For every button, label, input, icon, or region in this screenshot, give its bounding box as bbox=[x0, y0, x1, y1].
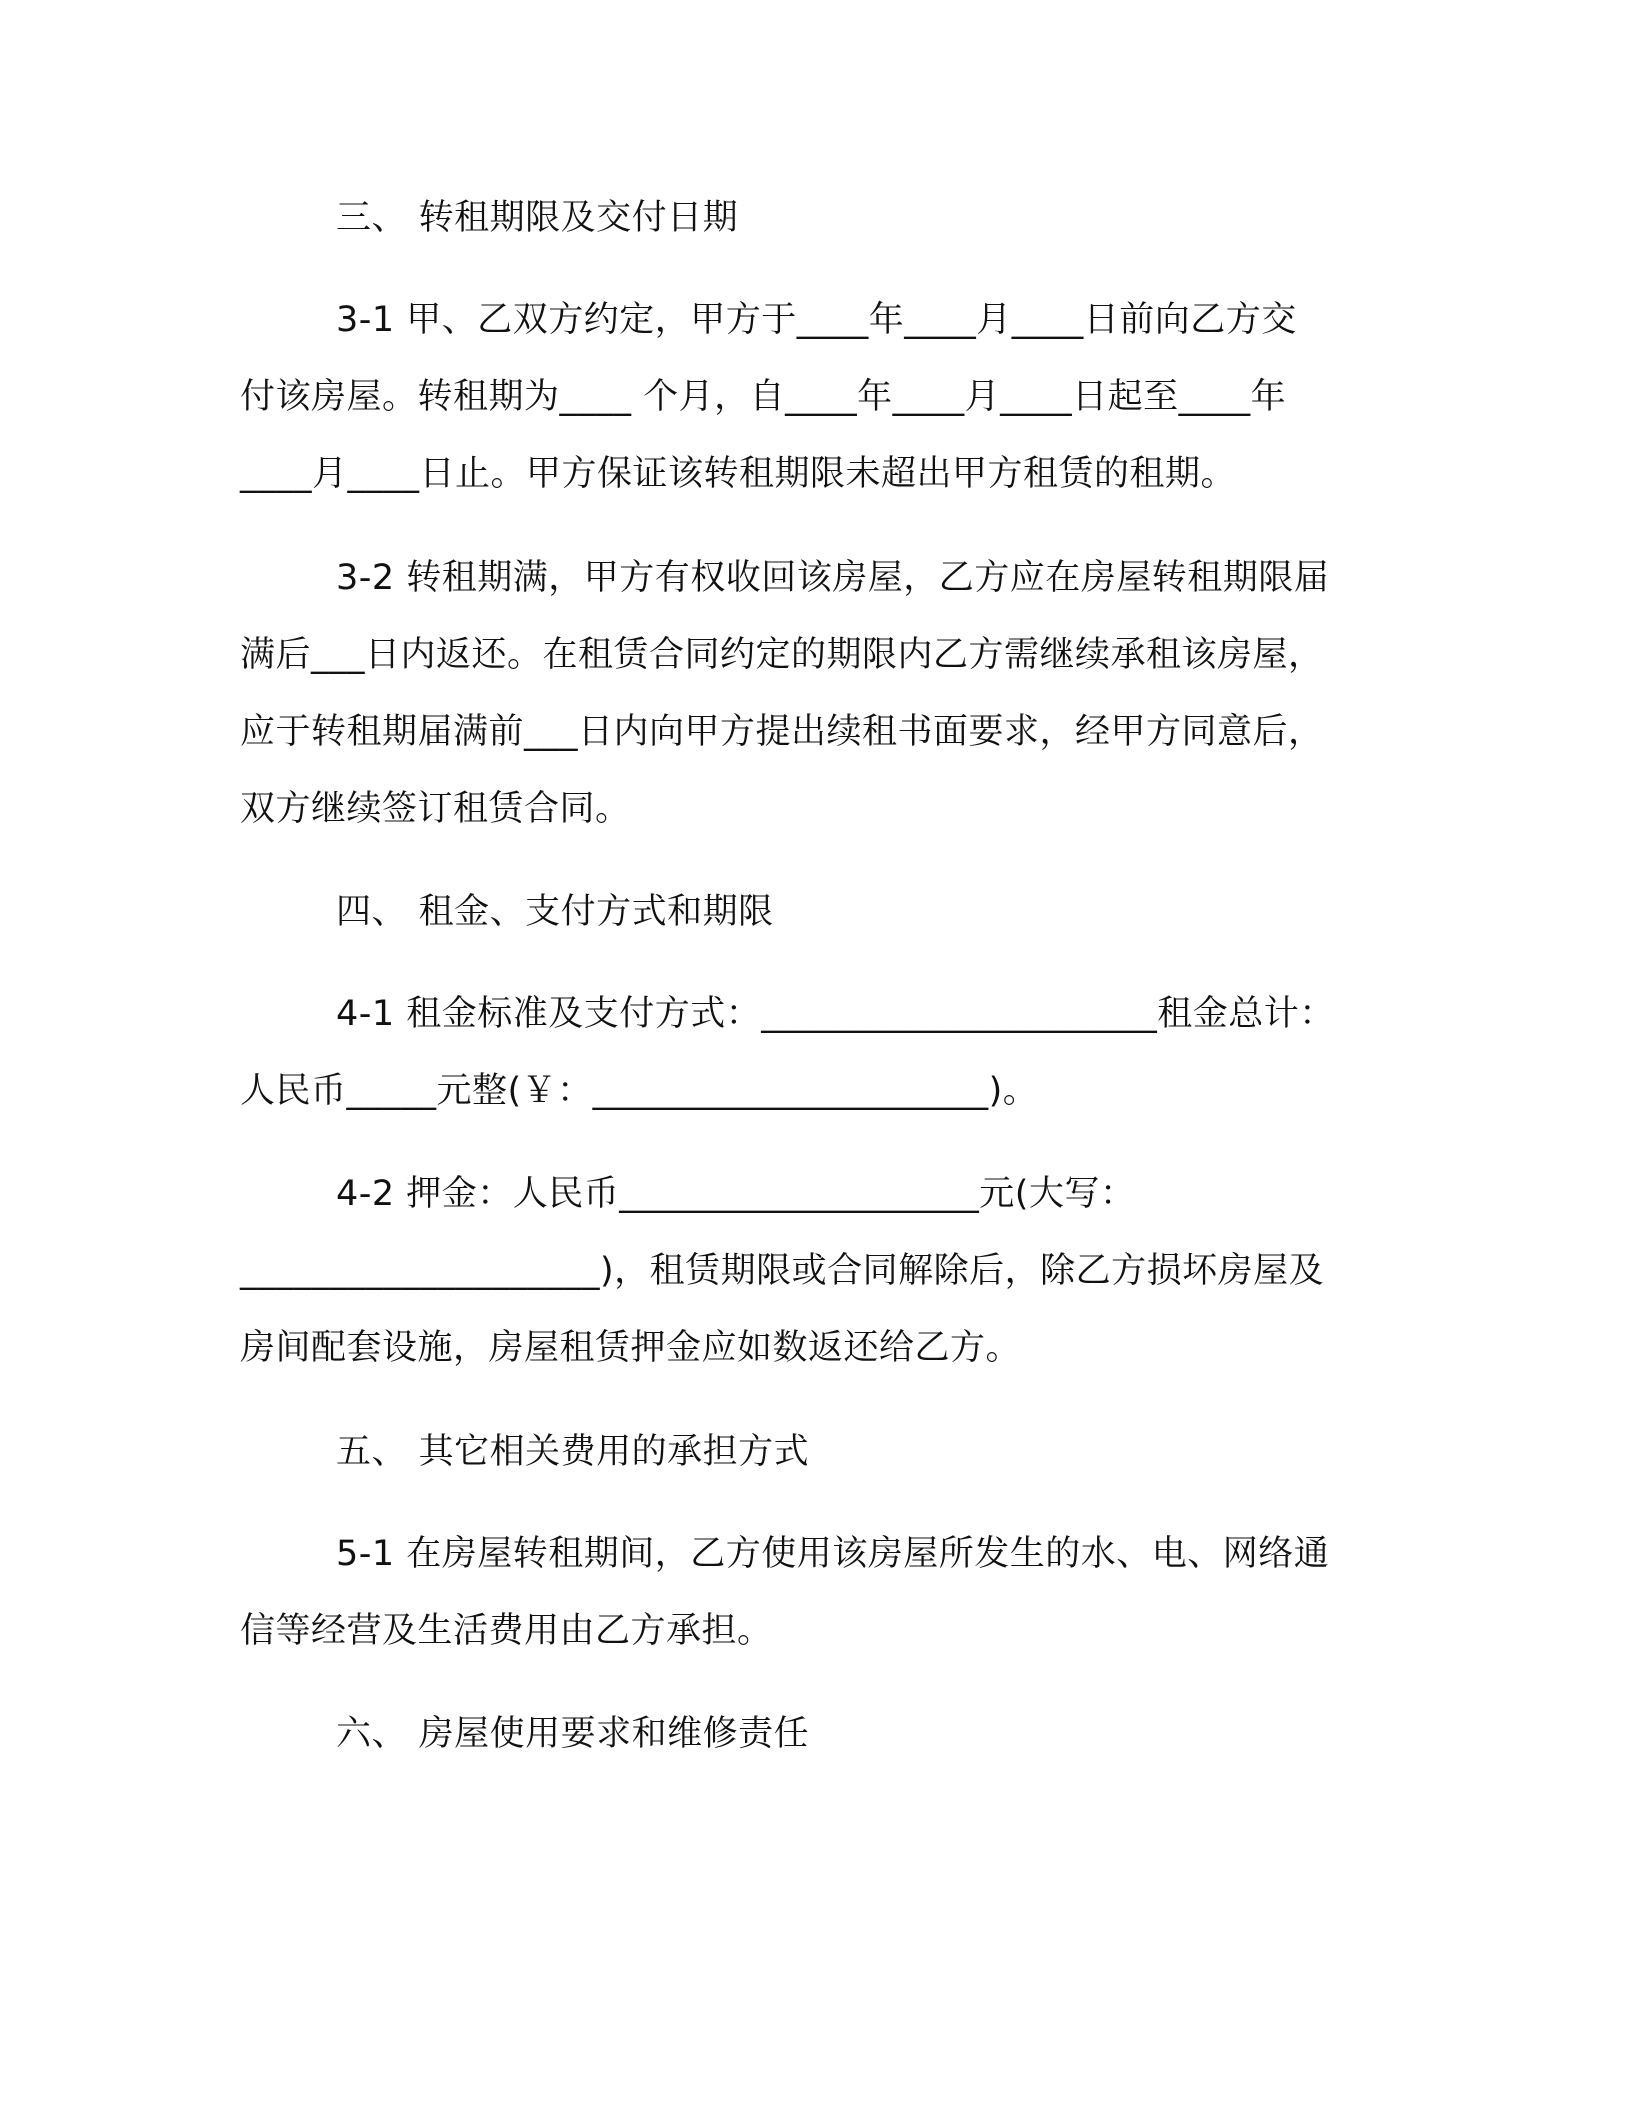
clause-5-1-line-2: 信等经营及生活费用由乙方承担。 bbox=[240, 1611, 773, 1651]
clause-4-2-line-1: 4-2 押金：人民币____________________元(大写： bbox=[336, 1174, 1136, 1214]
section-4-heading: 四、 租金、支付方式和期限 bbox=[336, 892, 774, 932]
clause-4-2-line-2: ____________________)，租赁期限或合同解除后，除乙方损坏房屋及 bbox=[240, 1251, 1325, 1291]
clause-4-2-line-3: 房间配套设施，房屋租赁押金应如数返还给乙方。 bbox=[240, 1328, 1022, 1368]
clause-3-1-line-1: 3-1 甲、乙双方约定，甲方于____年____月____日前向乙方交 bbox=[336, 300, 1297, 340]
clause-4-1-line-1: 4-1 租金标准及支付方式：______________________租金总计： bbox=[336, 994, 1335, 1034]
clause-3-2-line-4: 双方继续签订租赁合同。 bbox=[240, 789, 631, 829]
clause-4-1-line-2: 人民币_____元整(￥：______________________)。 bbox=[240, 1071, 1039, 1111]
section-3-heading: 三、 转租期限及交付日期 bbox=[336, 198, 739, 238]
section-5-heading: 五、 其它相关费用的承担方式 bbox=[336, 1432, 810, 1472]
section-6-heading: 六、 房屋使用要求和维修责任 bbox=[336, 1714, 810, 1754]
clause-3-1-line-2: 付该房屋。转租期为____ 个月，自____年____月____日起至____年 bbox=[240, 377, 1287, 417]
clause-5-1-line-1: 5-1 在房屋转租期间，乙方使用该房屋所发生的水、电、网络通 bbox=[336, 1534, 1330, 1574]
clause-3-1-line-3: ____月____日止。甲方保证该转租期限未超出甲方租赁的租期。 bbox=[240, 454, 1237, 494]
clause-3-2-line-1: 3-2 转租期满，甲方有权收回该房屋，乙方应在房屋转租期限届 bbox=[336, 558, 1330, 598]
clause-3-2-line-3: 应于转租期届满前___日内向甲方提出续租书面要求，经甲方同意后， bbox=[240, 712, 1324, 752]
clause-3-2-line-2: 满后___日内返还。在租赁合同约定的期限内乙方需继续承租该房屋， bbox=[240, 635, 1324, 675]
